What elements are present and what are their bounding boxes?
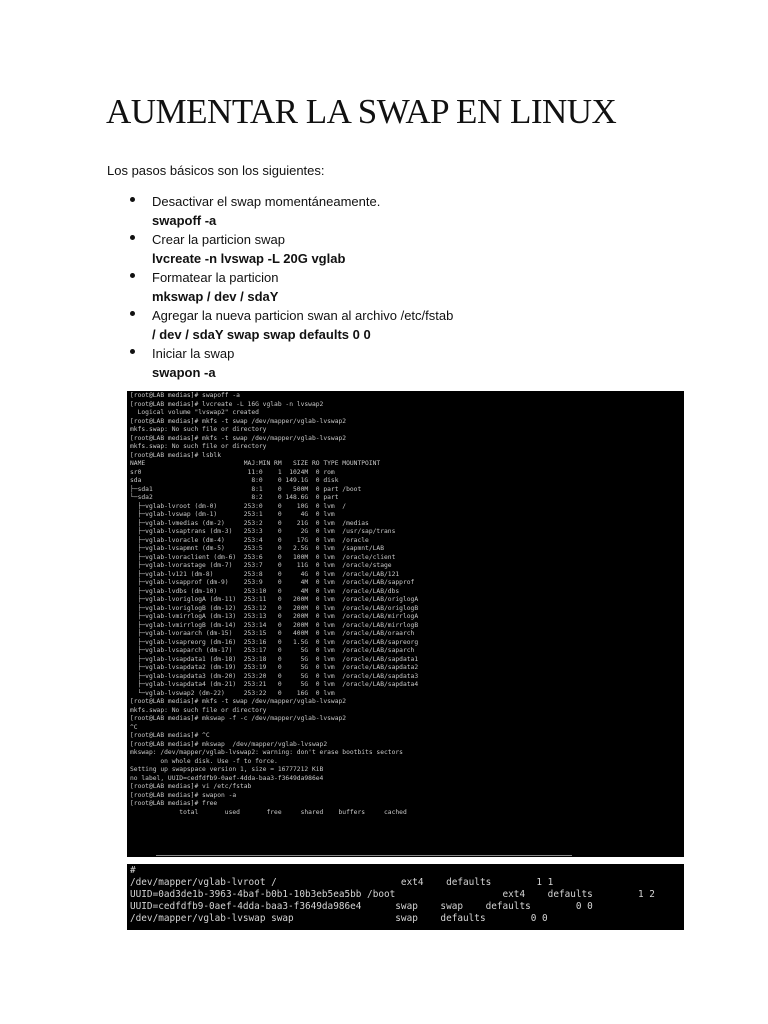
- terminal-line: #: [130, 865, 136, 876]
- bullet-icon: [130, 235, 135, 240]
- intro-text: Los pasos básicos son los siguientes:: [107, 163, 325, 178]
- terminal-line: ├─vglab-lvroot (dm-0) 253:0 0 10G 0 lvm /: [137, 502, 347, 510]
- terminal-line: ├─vglab-lvoracle (dm-4) 253:4 0 17G 0 lvm /oracle: [137, 536, 369, 544]
- terminal-line: [root@LAB medias]# mkswap -f -c /dev/mapper/vglab-lvswap2: [130, 715, 347, 722]
- terminal-output: [127, 391, 684, 818]
- terminal-line: └─sda2 8:2 0 148.6G 0 part: [130, 494, 339, 501]
- terminal-line: UUID=cedfdfb9-0aef-4dda-baa3-f3649da986e4 swap swap defaults 0 0: [130, 901, 593, 912]
- terminal-line: [root@LAB medias]# mkfs -t swap /dev/mapper/vglab-lvswap2: [130, 698, 347, 705]
- terminal-line: sr0 11:0 1 1024M 0 rom: [130, 468, 335, 476]
- terminal-line: mkfs.swap: No such file or directory: [130, 426, 267, 433]
- bullet-icon: [130, 311, 135, 316]
- step-label: Desactivar el swap momentáneamente.: [152, 194, 381, 209]
- terminal-line: ├─sda1 8:1 0 500M 0 part /boot: [130, 485, 362, 493]
- bullet-icon: [130, 197, 135, 202]
- terminal-line: ├─vglab-lvmirrlogA (dm-13) 253:13 0 200M 0 lvm /oracle/LAB/mirrlogA: [137, 613, 419, 620]
- document-title: AUMENTAR LA SWAP EN LINUX: [106, 92, 617, 131]
- step-command: swapoff -a: [152, 213, 217, 228]
- terminal-line: ├─vglab-lvdbs (dm-10) 253:10 0 4M 0 lvm /oracle/LAB/dbs: [137, 587, 400, 595]
- terminal-line: [root@LAB medias]# free: [130, 800, 218, 807]
- terminal-line: ├─vglab-lvorastage (dm-7) 253:7 0 11G 0 lvm /oracle/stage: [137, 562, 392, 569]
- terminal-line: total used free shared buffers cached: [130, 808, 407, 816]
- list-item: [130, 268, 690, 306]
- terminal-line: [root@LAB medias]# lvcreate -L 16G vglab -n lvswap2: [130, 400, 324, 408]
- terminal-line: [root@LAB medias]# mkfs -t swap /dev/mapper/vglab-lvswap2: [130, 434, 347, 442]
- terminal-line: NAME MAJ:MIN RM SIZE RO TYPE MOUNTPOINT: [130, 460, 381, 467]
- terminal-line: Logical volume "lvswap2" created: [137, 409, 259, 416]
- bullet-icon: [130, 349, 135, 354]
- terminal-line: [root@LAB medias]# ^C: [130, 732, 210, 739]
- terminal-line: mkfs.swap: No such file or directory: [130, 443, 267, 450]
- step-label: Crear la particion swap: [152, 232, 285, 247]
- step-label: Agregar la nueva particion swan al archivo /etc/fstab: [152, 308, 454, 323]
- terminal-line: ├─vglab-lvsapdata3 (dm-20) 253:20 0 5G 0 lvm /oracle/LAB/sapdata3: [137, 672, 419, 680]
- terminal-line: sda 8:0 0 149.1G 0 disk: [130, 477, 339, 484]
- divider: [156, 855, 572, 856]
- list-item: [130, 230, 690, 268]
- terminal-line: ├─vglab-lvsapprof (dm-9) 253:9 0 4M 0 lvm /oracle/LAB/sapprof: [137, 579, 415, 586]
- step-command: swapon -a: [152, 365, 216, 380]
- terminal-screenshot: [127, 391, 684, 857]
- terminal-line: ├─vglab-lvswap (dm-1) 253:1 0 4G 0 lvm: [137, 511, 335, 518]
- terminal-line: [root@LAB medias]# swapon -a: [130, 791, 237, 799]
- terminal-line: ├─vglab-lvsapmnt (dm-5) 253:5 0 2.5G 0 lvm /sapmnt/LAB: [137, 545, 385, 552]
- terminal-line: ├─vglab-lvsaparch (dm-17) 253:17 0 5G 0 lvm /oracle/LAB/saparch: [137, 647, 415, 654]
- terminal-line: ├─vglab-lvoraarch (dm-15) 253:15 0 400M 0 lvm /oracle/LAB/oraarch: [137, 630, 415, 637]
- terminal-line: ├─vglab-lvsapdata2 (dm-19) 253:19 0 5G 0 lvm /oracle/LAB/sapdata2: [137, 664, 419, 671]
- step-label: Formatear la particion: [152, 270, 279, 285]
- step-command: mkswap / dev / sdaY: [152, 289, 279, 304]
- terminal-line: ├─vglab-lvsapdata1 (dm-18) 253:18 0 5G 0 lvm /oracle/LAB/sapdata1: [137, 655, 419, 663]
- list-item: [130, 344, 690, 382]
- bullet-icon: [130, 273, 135, 278]
- steps-list: [130, 192, 690, 382]
- terminal-line: on whole disk. Use -f to force.: [160, 757, 278, 765]
- terminal-line: ├─vglab-lvoriglogA (dm-11) 253:11 0 200M 0 lvm /oracle/LAB/origlogA: [137, 596, 419, 603]
- terminal-line: ├─vglab-lvsapreorg (dm-16) 253:16 0 1.5G 0 lvm /oracle/LAB/sapreorg: [137, 638, 419, 646]
- step-command: / dev / sdaY swap swap defaults 0 0: [152, 327, 371, 342]
- terminal-line: mkswap: /dev/mapper/vglab-lvswap2: warning: don't erase bootbits sectors: [130, 749, 403, 756]
- terminal-line: [root@LAB medias]# swapoff -a: [130, 392, 240, 399]
- terminal-line: ├─vglab-lvoraclient (dm-6) 253:6 0 100M 0 lvm /oracle/client: [137, 553, 396, 561]
- step-command: lvcreate -n lvswap -L 20G vglab: [152, 251, 346, 266]
- terminal-line: UUID=0ad3de1b-3963-4baf-b0b1-10b3eb5ea5bb /boot ext4 defaults 1 2: [130, 889, 655, 900]
- terminal-line: [root@LAB medias]# vi /etc/fstab: [130, 783, 252, 790]
- list-item: [130, 192, 690, 230]
- terminal-line: ├─vglab-lv121 (dm-8) 253:8 0 4G 0 lvm /oracle/LAB/121: [137, 570, 400, 578]
- fstab-output: [127, 864, 684, 926]
- terminal-line: ├─vglab-lvoriglogB (dm-12) 253:12 0 200M 0 lvm /oracle/LAB/origlogB: [137, 604, 419, 612]
- terminal-line: /dev/mapper/vglab-lvswap swap swap defaults 0 0: [130, 913, 548, 924]
- fstab-screenshot: [127, 864, 684, 930]
- terminal-line: mkfs.swap: No such file or directory: [130, 706, 267, 714]
- terminal-line: └─vglab-lvswap2 (dm-22) 253:22 0 16G 0 lvm: [137, 689, 335, 697]
- terminal-line: [root@LAB medias]# mkswap /dev/mapper/vglab-lvswap2: [130, 740, 328, 748]
- terminal-line: ├─vglab-lvsaptrans (dm-3) 253:3 0 2G 0 lvm /usr/sap/trans: [137, 528, 396, 535]
- list-item: [130, 306, 690, 344]
- terminal-line: [root@LAB medias]# lsblk: [130, 451, 221, 459]
- terminal-line: ├─vglab-lvmirrlogB (dm-14) 253:14 0 200M 0 lvm /oracle/LAB/mirrlogB: [137, 621, 419, 629]
- terminal-line: [root@LAB medias]# mkfs -t swap /dev/mapper/vglab-lvswap2: [130, 417, 347, 425]
- step-label: Iniciar la swap: [152, 346, 235, 361]
- terminal-line: no label, UUID=cedfdfb9-0aef-4dda-baa3-f3649da986e4: [130, 774, 324, 782]
- terminal-line: ├─vglab-lvsapdata4 (dm-21) 253:21 0 5G 0 lvm /oracle/LAB/sapdata4: [137, 681, 419, 688]
- terminal-line: ^C: [130, 723, 138, 731]
- terminal-line: /dev/mapper/vglab-lvroot / ext4 defaults 1 1: [130, 877, 554, 888]
- terminal-line: ├─vglab-lvmedias (dm-2) 253:2 0 21G 0 lvm /medias: [137, 519, 369, 527]
- terminal-line: Setting up swapspace version 1, size = 16777212 KiB: [130, 766, 324, 773]
